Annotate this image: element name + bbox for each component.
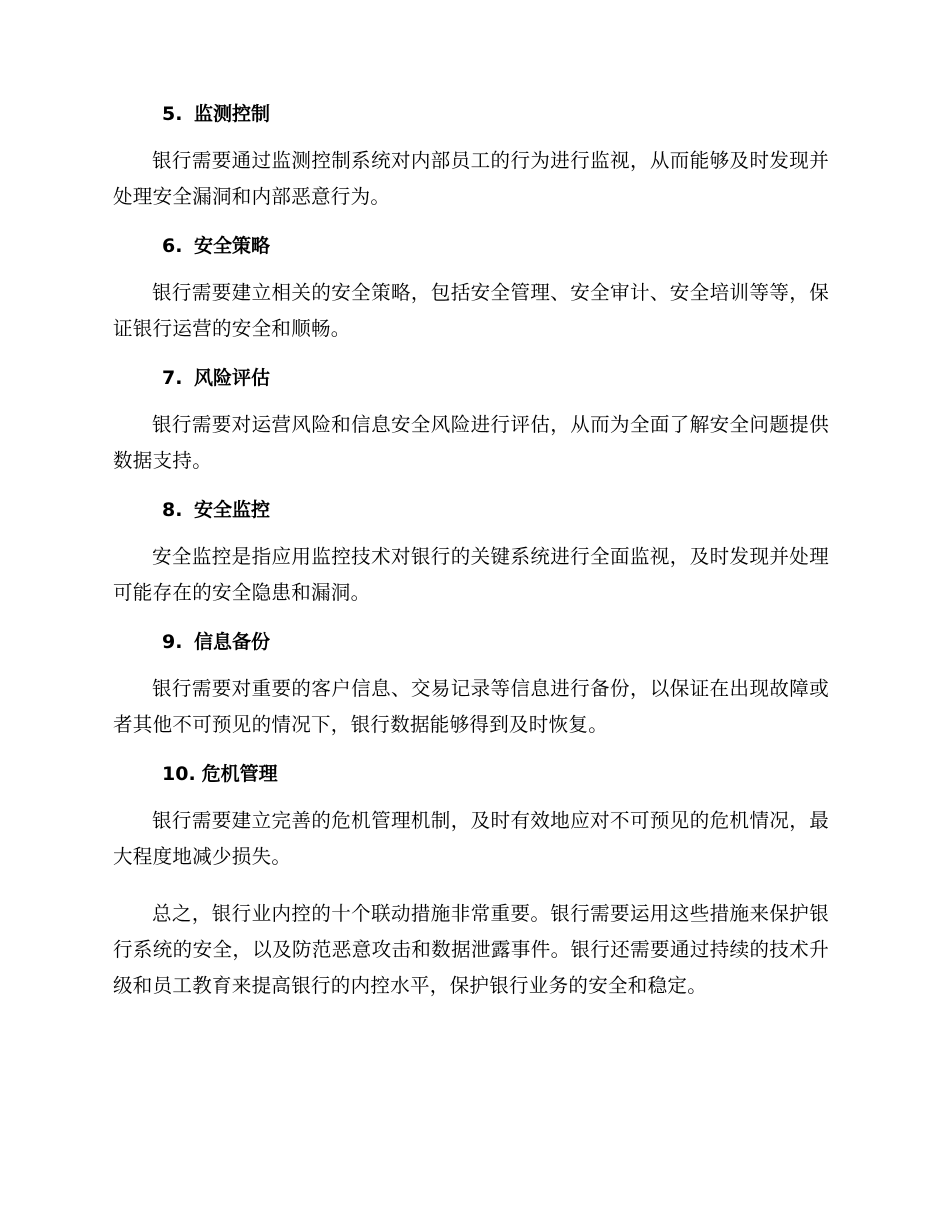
section-paragraph: 安全监控是指应用监控技术对银行的关键系统进行全面监视，及时发现并处理可能存在的安全隐患和漏洞。 xyxy=(113,545,829,604)
section-paragraph: 银行需要建立完善的危机管理机制，及时有效地应对不可预见的危机情况，最大程度地减少损失。 xyxy=(113,809,829,868)
section-number: 6. xyxy=(162,235,183,257)
section-number: 5. xyxy=(162,103,183,125)
section-information-backup xyxy=(113,628,829,743)
section-heading xyxy=(162,496,829,524)
section-number: 7. xyxy=(162,367,183,389)
summary-paragraph: 总之，银行业内控的十个联动措施非常重要。银行需要运用这些措施来保护银行系统的安全，以及防范恶意攻击和数据泄露事件。银行还需要通过持续的技术升级和员工教育来提高银行的内控水平，保护银行业务的安全和稳定。 xyxy=(113,902,829,997)
section-title: 安全监控 xyxy=(194,499,271,521)
section-title: 安全策略 xyxy=(194,235,271,257)
section-paragraph: 银行需要对运营风险和信息安全风险进行评估，从而为全面了解安全问题提供数据支持。 xyxy=(113,413,829,472)
section-monitoring-control xyxy=(113,100,829,215)
section-heading xyxy=(162,760,829,788)
section-heading xyxy=(162,100,829,128)
section-security-monitoring xyxy=(113,496,829,611)
section-title: 监测控制 xyxy=(194,103,271,125)
section-title: 风险评估 xyxy=(194,367,271,389)
section-paragraph: 银行需要通过监测控制系统对内部员工的行为进行监视，从而能够及时发现并处理安全漏洞和内部恶意行为。 xyxy=(113,149,829,208)
section-number: 10. xyxy=(162,763,196,785)
section-heading xyxy=(162,232,829,260)
section-number: 9. xyxy=(162,631,183,653)
section-security-policy xyxy=(113,232,829,347)
document-body xyxy=(113,100,829,1004)
section-number: 8. xyxy=(162,499,183,521)
section-heading xyxy=(162,628,829,656)
section-risk-assessment xyxy=(113,364,829,479)
section-paragraph: 银行需要建立相关的安全策略，包括安全管理、安全审计、安全培训等等，保证银行运营的安全和顺畅。 xyxy=(113,281,829,340)
section-crisis-management xyxy=(113,760,829,875)
section-heading xyxy=(162,364,829,392)
section-title: 危机管理 xyxy=(201,763,278,785)
section-title: 信息备份 xyxy=(194,631,271,653)
section-paragraph: 银行需要对重要的客户信息、交易记录等信息进行备份，以保证在出现故障或者其他不可预见的情况下，银行数据能够得到及时恢复。 xyxy=(113,677,829,736)
